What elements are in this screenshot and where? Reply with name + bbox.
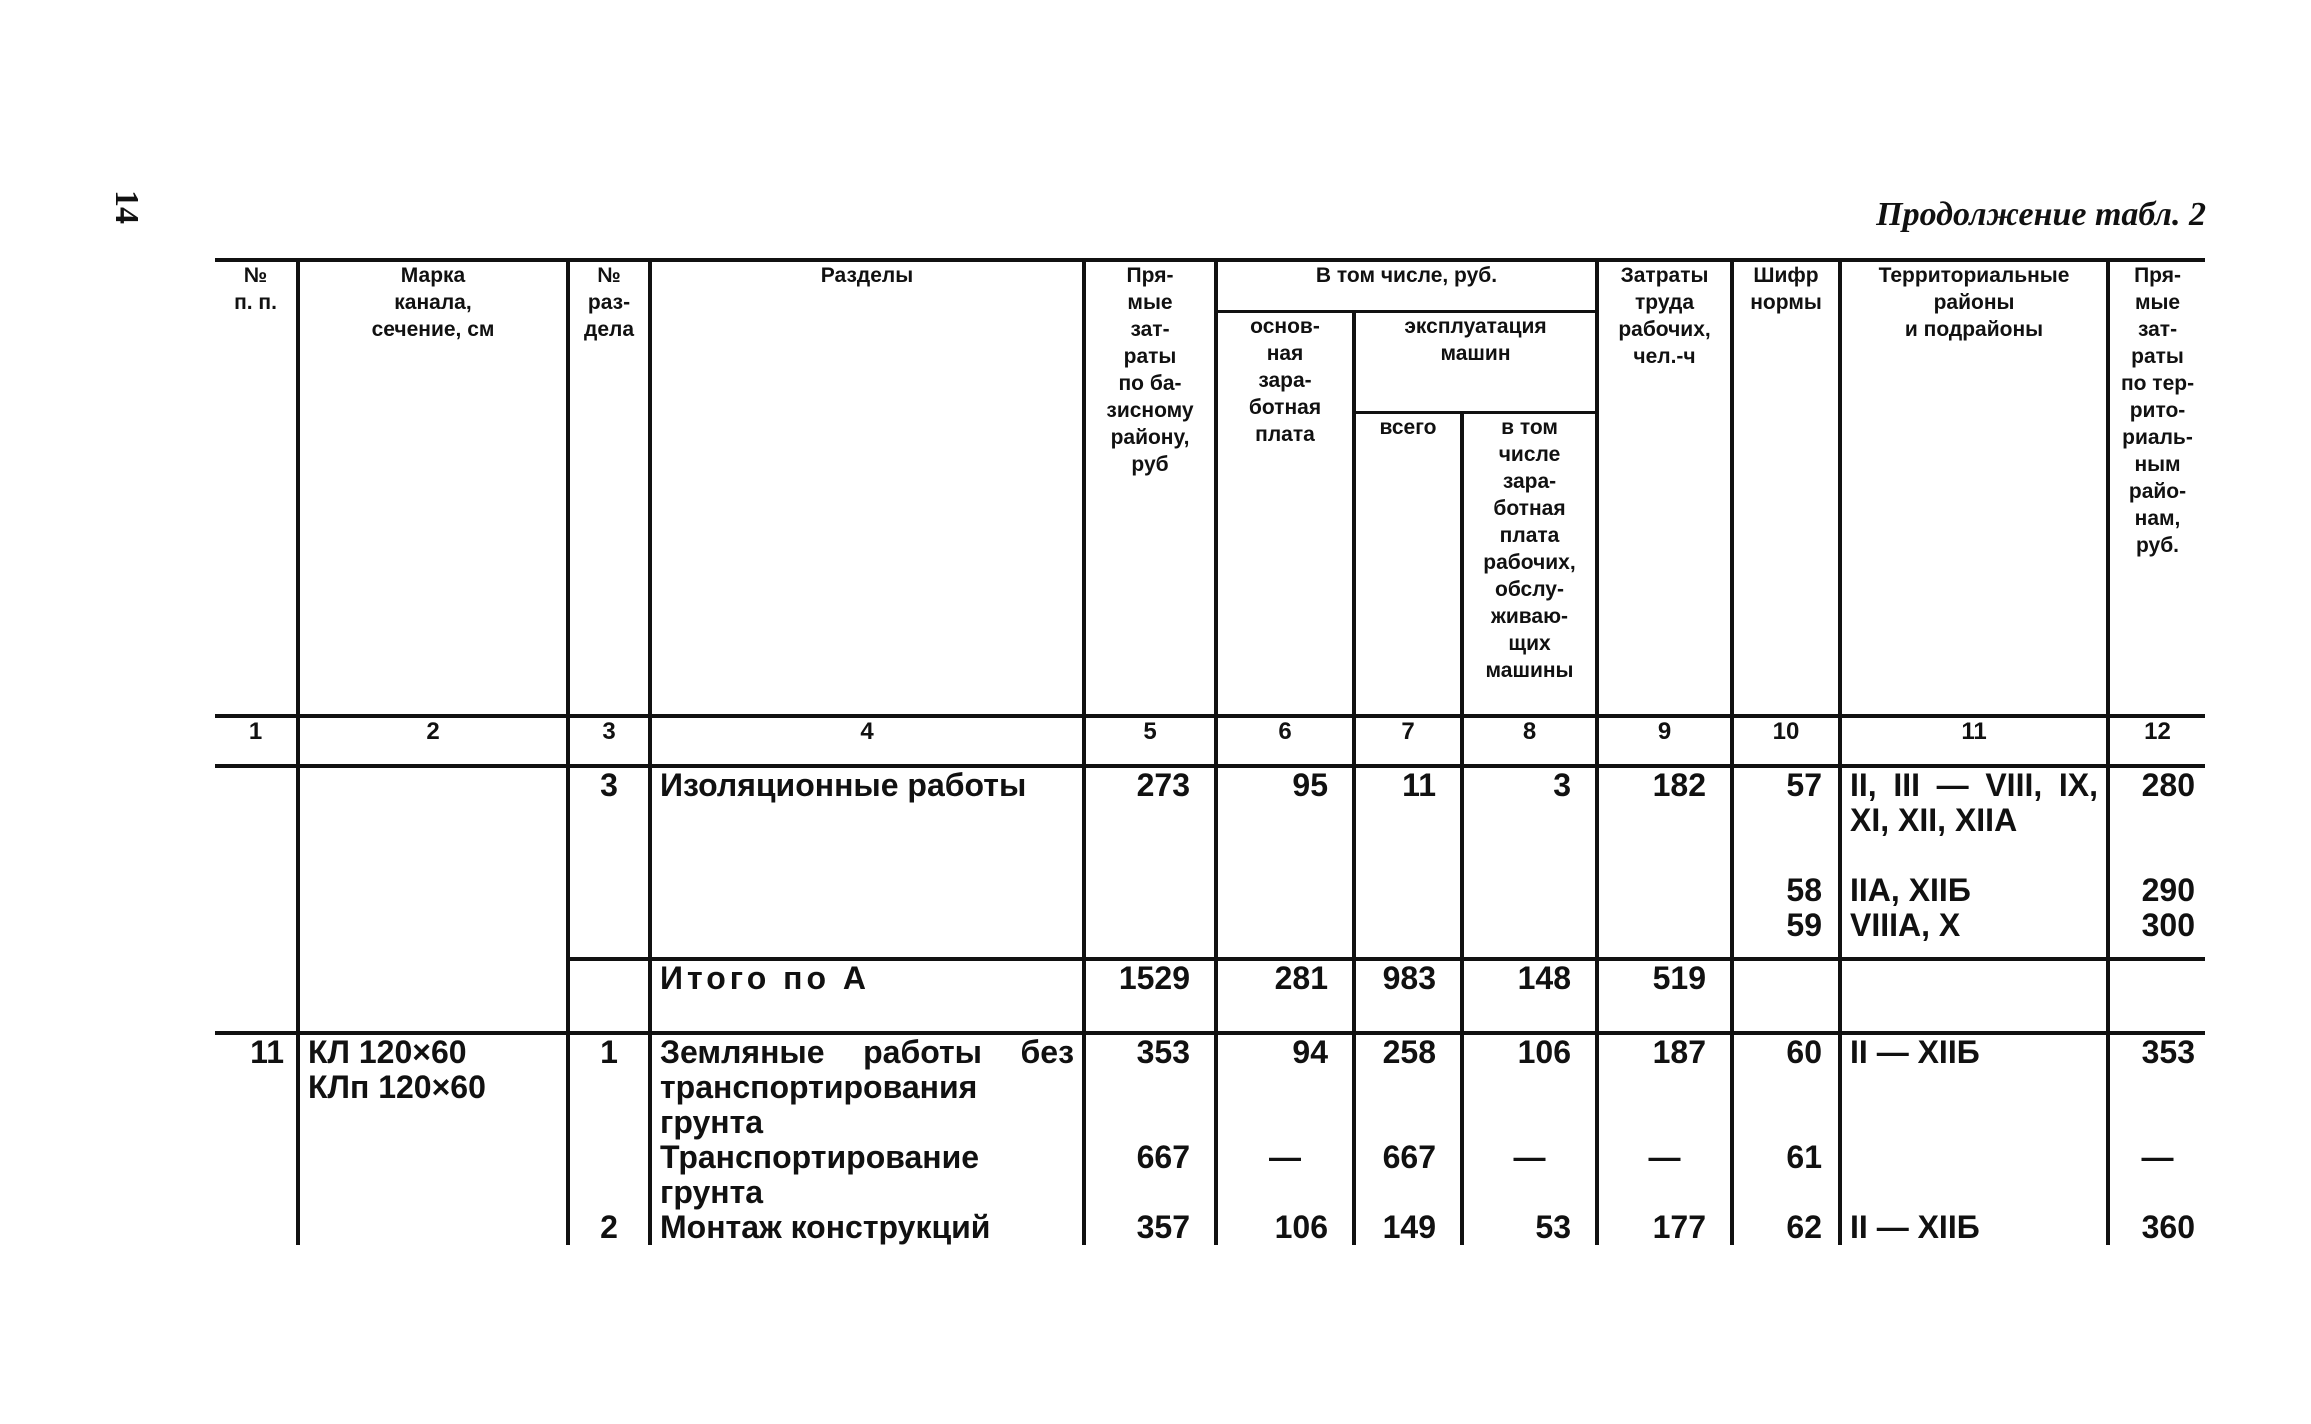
column-number: 5 [1084, 716, 1216, 766]
column-number: 1 [215, 716, 298, 766]
header-c8: в том числе зара- ботная плата рабочих, обслу- живаю- щих машины [1462, 413, 1597, 717]
base-cost: 357 [1084, 1210, 1216, 1245]
header-c6: основ- ная зара- ботная плата [1216, 312, 1354, 717]
table-row-insulation [215, 766, 2205, 943]
total-machine: 983 [1354, 959, 1462, 1033]
channel-marks: КЛ 120×60 КЛп 120×60 [298, 1033, 568, 1245]
section-name: Транспортирование грунта [650, 1140, 1084, 1210]
column-number: 9 [1597, 716, 1732, 766]
header-c2: Марка канала, сечение, см [298, 260, 568, 716]
wage: 95 [1216, 766, 1354, 943]
norm-code: 61 [1732, 1140, 1840, 1210]
base-cost: 273 [1084, 766, 1216, 943]
section-number: 1 [568, 1033, 650, 1140]
header-c11: Территориальные районы и подрайоны [1840, 260, 2108, 716]
header-c4: Разделы [650, 260, 1084, 716]
labor-hours: 187 [1597, 1033, 1732, 1140]
column-number: 12 [2108, 716, 2205, 766]
norm-code: 57 58 59 [1732, 766, 1840, 943]
regional-cost: 280 290 300 [2108, 766, 2205, 943]
labor-hours: — [1597, 1140, 1732, 1210]
table-caption: Продолжение табл. 2 [1876, 196, 2206, 233]
cell-empty [1840, 959, 2108, 1033]
norm-code: 62 [1732, 1210, 1840, 1245]
section-number: 3 [568, 766, 650, 943]
cell-empty [215, 1140, 298, 1210]
column-number-row [215, 716, 2205, 766]
regions: II — XIIБ [1840, 1033, 2108, 1140]
total-wage: 281 [1216, 959, 1354, 1033]
header-group: В том числе, руб. [1216, 260, 1597, 312]
regional-cost: — [2108, 1140, 2205, 1210]
cell-empty [2108, 959, 2205, 1033]
machine-total: 667 [1354, 1140, 1462, 1210]
header-c1: № п. п. [215, 260, 298, 716]
regions: II, III — VIII, IX, XI, XII, XIIA IIA, XIIБ VIIIA, X [1840, 766, 2108, 943]
total-machine-wage: 148 [1462, 959, 1597, 1033]
machine-wage: — [1462, 1140, 1597, 1210]
wage: 94 [1216, 1033, 1354, 1140]
base-cost: 667 [1084, 1140, 1216, 1210]
base-cost: 353 [1084, 1033, 1216, 1140]
header-c7: всего [1354, 413, 1462, 717]
cell-empty [298, 959, 568, 1033]
column-number: 6 [1216, 716, 1354, 766]
regions [1840, 1140, 2108, 1210]
wage: — [1216, 1140, 1354, 1210]
item-number: 11 [215, 1033, 298, 1140]
section-name: Земляные работы без транспортирования грунта [650, 1033, 1084, 1140]
estimate-table [215, 258, 2205, 1245]
header-c9: Затраты труда рабочих, чел.-ч [1597, 260, 1732, 716]
total-labor-hours: 519 [1597, 959, 1732, 1033]
header-row-1 [215, 260, 2205, 312]
machine-wage: 53 [1462, 1210, 1597, 1245]
header-subgroup: эксплуатация машин [1354, 312, 1597, 413]
column-number: 3 [568, 716, 650, 766]
column-number: 2 [298, 716, 568, 766]
cell-empty [215, 1210, 298, 1245]
regional-cost: 360 [2108, 1210, 2205, 1245]
table-row-earthworks [215, 1033, 2205, 1140]
table-row-total [215, 959, 2205, 1033]
column-number: 8 [1462, 716, 1597, 766]
regions: II — XIIБ [1840, 1210, 2108, 1245]
cell-empty [1732, 959, 1840, 1033]
machine-total: 11 [1354, 766, 1462, 943]
header-c3: № раз- дела [568, 260, 650, 716]
regional-cost: 353 [2108, 1033, 2205, 1140]
column-number: 10 [1732, 716, 1840, 766]
section-number: 2 [568, 1210, 650, 1245]
total-label: Итого по А [650, 959, 1084, 1033]
column-number: 4 [650, 716, 1084, 766]
norm-code: 60 [1732, 1033, 1840, 1140]
machine-wage: 106 [1462, 1033, 1597, 1140]
header-c5: Пря- мые зат- раты по ба- зисному району, руб [1084, 260, 1216, 716]
spacer-row [215, 943, 2205, 959]
total-base-cost: 1529 [1084, 959, 1216, 1033]
machine-total: 149 [1354, 1210, 1462, 1245]
wage: 106 [1216, 1210, 1354, 1245]
cell-empty [215, 766, 298, 943]
machine-total: 258 [1354, 1033, 1462, 1140]
labor-hours: 177 [1597, 1210, 1732, 1245]
labor-hours: 182 [1597, 766, 1732, 943]
cell-empty [568, 959, 650, 1033]
column-number: 11 [1840, 716, 2108, 766]
page-number: 14 [108, 190, 145, 224]
column-number: 7 [1354, 716, 1462, 766]
machine-wage: 3 [1462, 766, 1597, 943]
cell-empty [568, 1140, 650, 1210]
cell-empty [215, 959, 298, 1033]
section-name: Изоляционные работы [650, 766, 1084, 943]
header-c10: Шифр нормы [1732, 260, 1840, 716]
section-name: Монтаж конструкций [650, 1210, 1084, 1245]
cell-empty [298, 766, 568, 943]
header-c12: Пря- мые зат- раты по тер- рито- риаль- ным райо- нам, руб. [2108, 260, 2205, 716]
